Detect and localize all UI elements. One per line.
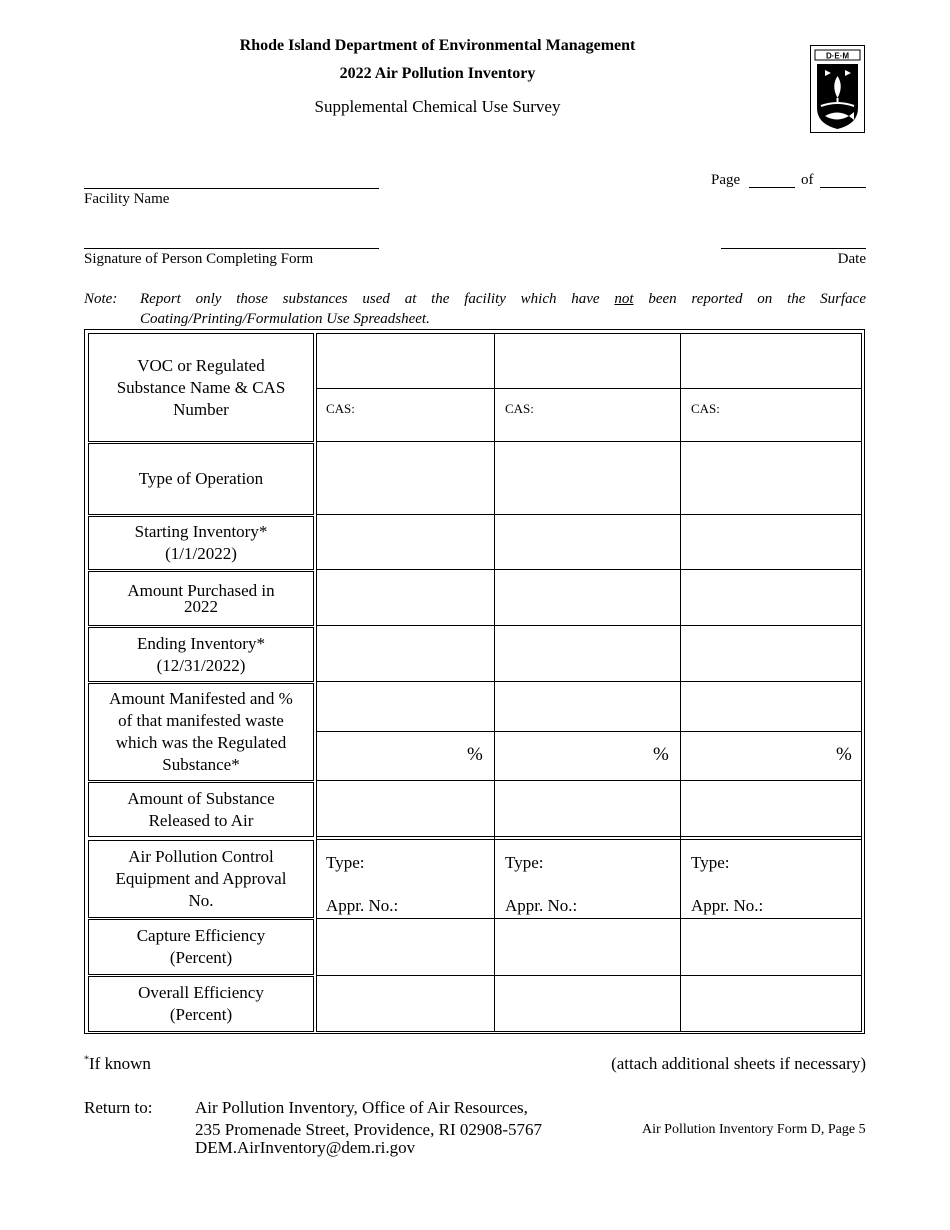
hline-cas [316, 388, 862, 389]
cas-label-1: CAS: [326, 401, 355, 416]
type-label-2: Type: [505, 853, 544, 872]
note-emphasis: not [614, 291, 634, 307]
appr-label-1: Appr. No.: [326, 896, 399, 915]
date-field[interactable] [721, 230, 866, 249]
address-line-2: 235 Promenade Street, Providence, RI 02908-5767 [195, 1120, 543, 1139]
row-label-ending: Ending Inventory* (12/31/2022) [88, 627, 314, 682]
hline-1 [316, 441, 862, 442]
appr-label-3: Appr. No.: [691, 896, 764, 915]
logo-text: D·E·M [825, 51, 850, 61]
hline-3 [316, 569, 862, 570]
row-label-control: Air Pollution Control Equipment and Approval No. [88, 840, 314, 918]
page-number-field[interactable] [749, 172, 795, 188]
hline-5 [316, 681, 862, 682]
note-body: Report only those substances used at the facility which have not been reported on the Surface Coating/Printing/Formulation Use Spreadsheet. [140, 291, 866, 327]
date-label: Date [837, 251, 866, 267]
facility-name-label: Facility Name [84, 191, 170, 207]
chemical-use-table [84, 329, 865, 1034]
address-line-1: Air Pollution Inventory, Office of Air Resources, [195, 1098, 528, 1117]
col-divider-1 [494, 333, 495, 1032]
type-label-1: Type: [326, 853, 365, 872]
signature-field[interactable] [84, 230, 379, 249]
data-area-right-border [861, 333, 862, 1032]
facility-name-field[interactable] [84, 170, 379, 189]
row-label-purchased: Amount Purchased in 2022 [88, 571, 314, 626]
agency-title: Rhode Island Department of Environmental Management [239, 37, 636, 54]
hline-2 [316, 514, 862, 515]
row-label-overall: Overall Efficiency (Percent) [88, 976, 314, 1032]
data-area-left-border [316, 333, 317, 1032]
cas-label-2: CAS: [505, 401, 534, 416]
footnote: *If known [84, 1054, 151, 1073]
attach-note: (attach additional sheets if necessary) [611, 1054, 866, 1073]
hline-8 [316, 918, 862, 919]
hline-6 [316, 780, 862, 781]
hline-pct [316, 731, 862, 732]
percent-sign-2: % [653, 744, 669, 765]
row-label-capture: Capture Efficiency (Percent) [88, 919, 314, 975]
row-label-manifested: Amount Manifested and % of that manifested waste which was the Regulated Substance* [88, 683, 314, 781]
page-label: Page [711, 172, 741, 188]
form-id: Air Pollution Inventory Form D, Page 5 [642, 1122, 866, 1137]
row-label-starting: Starting Inventory* (1/1/2022) [88, 516, 314, 570]
row-label-released: Amount of Substance Released to Air [88, 782, 314, 837]
total-pages-field[interactable] [820, 172, 866, 188]
inventory-title: 2022 Air Pollution Inventory [339, 65, 536, 82]
survey-title: Supplemental Chemical Use Survey [314, 97, 561, 116]
hline-4 [316, 625, 862, 626]
appr-label-2: Appr. No.: [505, 896, 578, 915]
hline-7b [316, 839, 862, 840]
dem-logo [810, 45, 865, 133]
hline-bottom [316, 1031, 862, 1032]
of-label: of [801, 172, 814, 188]
percent-sign-3: % [836, 744, 852, 765]
percent-sign-1: % [467, 744, 483, 765]
hline-top [316, 333, 862, 334]
cas-label-3: CAS: [691, 401, 720, 416]
row-label-operation: Type of Operation [88, 443, 314, 515]
signature-label: Signature of Person Completing Form [84, 251, 314, 267]
type-label-3: Type: [691, 853, 730, 872]
col-divider-2 [680, 333, 681, 1032]
hline-7 [316, 836, 862, 837]
hline-9 [316, 975, 862, 976]
row-label-substance: VOC or Regulated Substance Name & CAS Number [88, 333, 314, 442]
return-label: Return to: [84, 1098, 153, 1117]
note-tag: Note: [84, 291, 118, 307]
return-email: DEM.AirInventory@dem.ri.gov [195, 1138, 416, 1157]
